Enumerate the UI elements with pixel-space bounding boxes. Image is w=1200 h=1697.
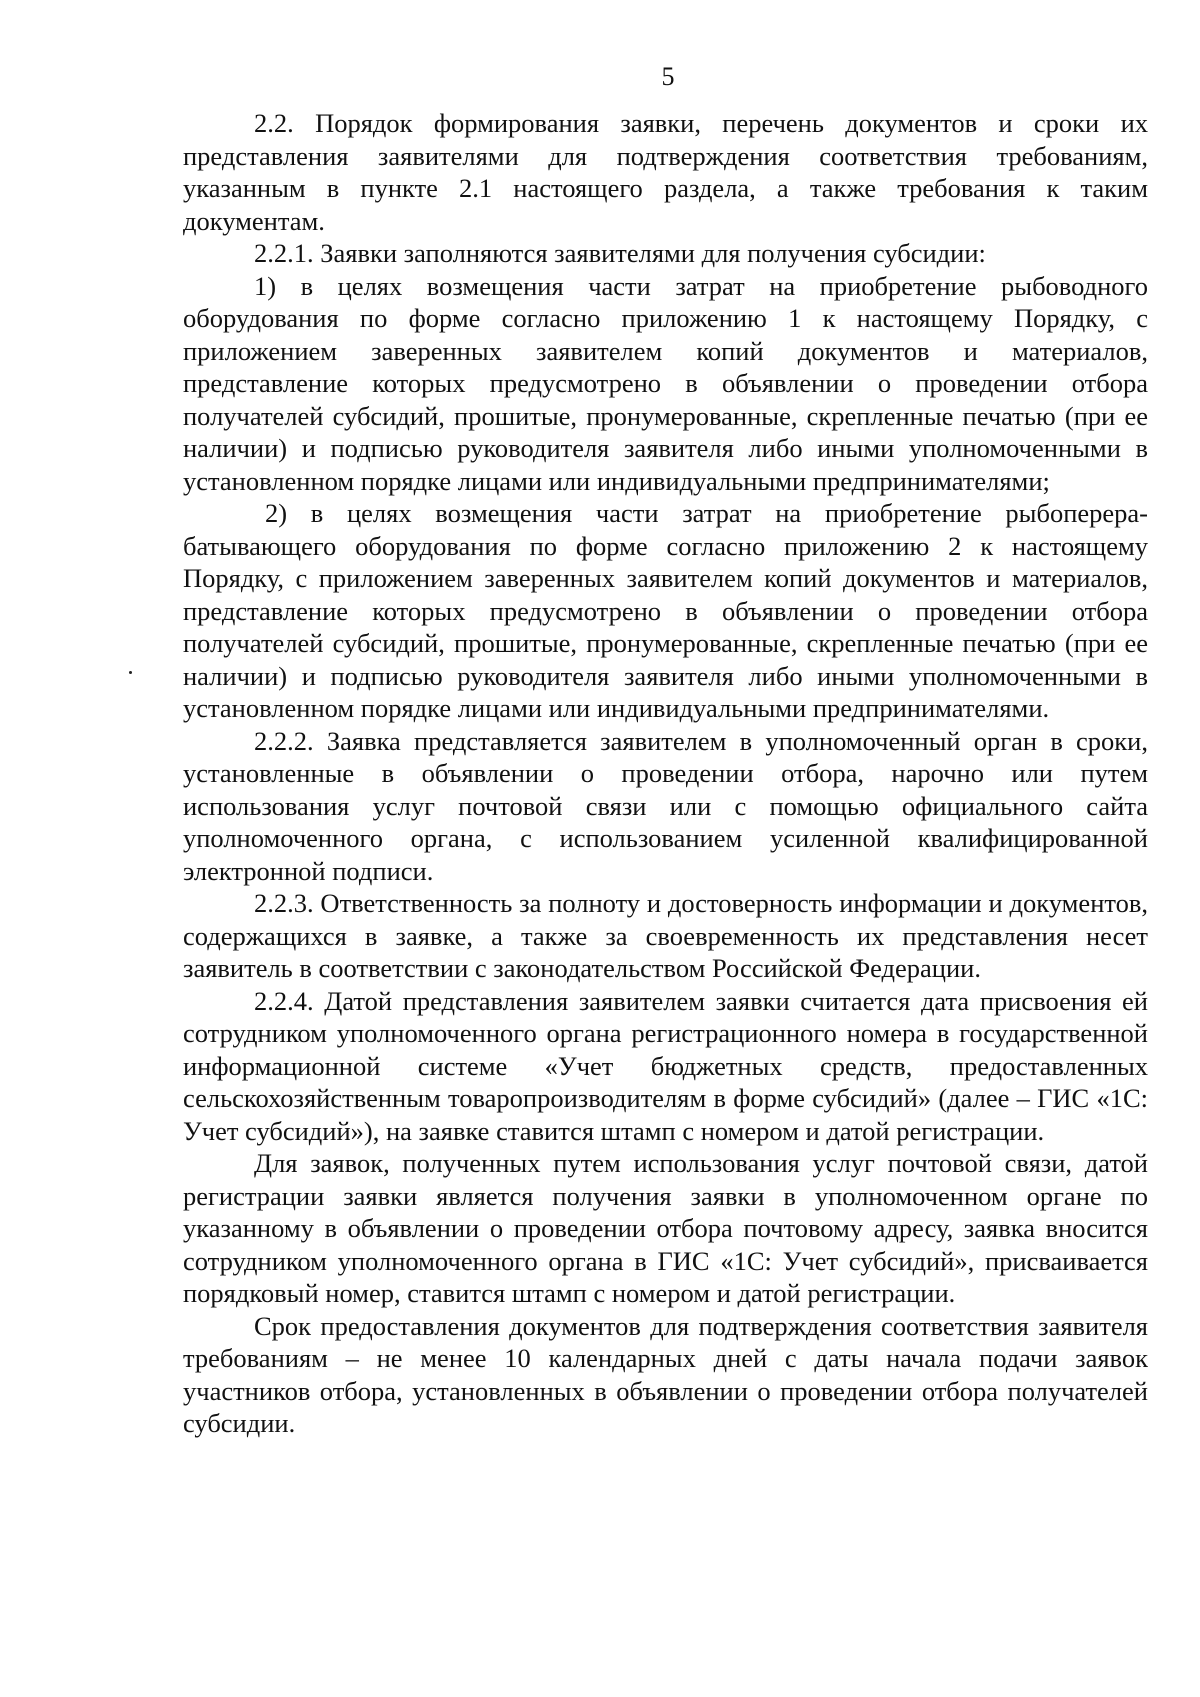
paragraph-2-2-2: 2.2.2. Заявка представляется заявителем в уполномоченный орган в сроки, установленные в объявлении о проведении отбора, нарочно или путем использования услуг почтовой связи или с помощью официального сайта уполномоченного органа, с использованием усиленной квалифицированной электронной подписи.	[183, 725, 1148, 886]
paragraph-2-2-4: 2.2.4. Датой представления заявителем заявки считается дата присвоения ей сотрудником уполномоченного органа регистрационного номера в государственной информационной системе «Учет бюджетных средств, предоставленных сельскохозяйственным товаропроизводителям в форме субсидий» (далее – ГИС «1С: Учет субсидий»), на заявке ставится штамп с номером и датой регистрации.	[183, 985, 1148, 1146]
paragraph-2-2-1: 2.2.1. Заявки заполняются заявителями для получения субсидии:	[254, 238, 986, 268]
document-body	[183, 107, 1148, 1440]
list-item-2: 2) в целях возмещения части затрат на приобретение рыбоперерабатывающего оборудования по форме согласно приложению 2 к настоящему Порядку, с приложением заверенных заявителем копий документов и материалов, представление которых предусмотрено в объявлении о проведении отбора получателей субсидий, прошитые, пронумерованные, скрепленные печатью (при ее наличии) и подписью руководителя заявителя либо иными уполномоченными в установленном порядке лицами или индивидуальными предпринимателями.	[183, 498, 1148, 723]
paragraph-2-2-3: 2.2.3. Ответственность за полноту и достоверность информации и документов, содержащихся в заявке, а также за своевременность их представления несет заявитель в соответствии с законодательством Российской Федерации.	[183, 888, 1148, 983]
paragraph-submission-deadline: Срок предоставления документов для подтверждения соответствия заявителя требованиям – не менее 10 календарных дней с даты начала подачи заявок участников отбора, установленных в объявлении о проведении отбора получателей субсидии.	[183, 1310, 1148, 1438]
page-number: 5	[661, 62, 675, 91]
paragraph-postal-applications: Для заявок, полученных путем использования услуг почтовой связи, датой регистрации заявки является получения заявки в уполномоченном органе по указанному в объявлении о проведении отбора почтовому адресу, заявка вносится сотрудником уполномоченного органа в ГИС «1С: Учет субсидий», присваивается порядковый номер, ставится штамп с номером и датой регистрации.	[183, 1148, 1148, 1308]
list-item-1: 1) в целях возмещения части затрат на приобретение рыбоводного оборудования по форме согласно приложению 1 к настоящему Порядку, с приложением заверенных заявителем копий документов и материалов, представление которых предусмотрено в объявлении о проведении отбора получателей субсидий, прошитые, пронумерованные, скрепленные печатью (при ее наличии) и подписью руководителя заявителя либо иными уполномоченными в установленном порядке лицами или индивидуальными предпринимателями;	[183, 270, 1148, 496]
scan-speck	[129, 671, 132, 674]
paragraph-2-2: 2.2. Порядок формирования заявки, перечень документов и сроки их представления заявителями для подтверждения соответствия требованиям, указанным в пункте 2.1 настоящего раздела, а также требования к таким документам.	[183, 108, 1148, 236]
